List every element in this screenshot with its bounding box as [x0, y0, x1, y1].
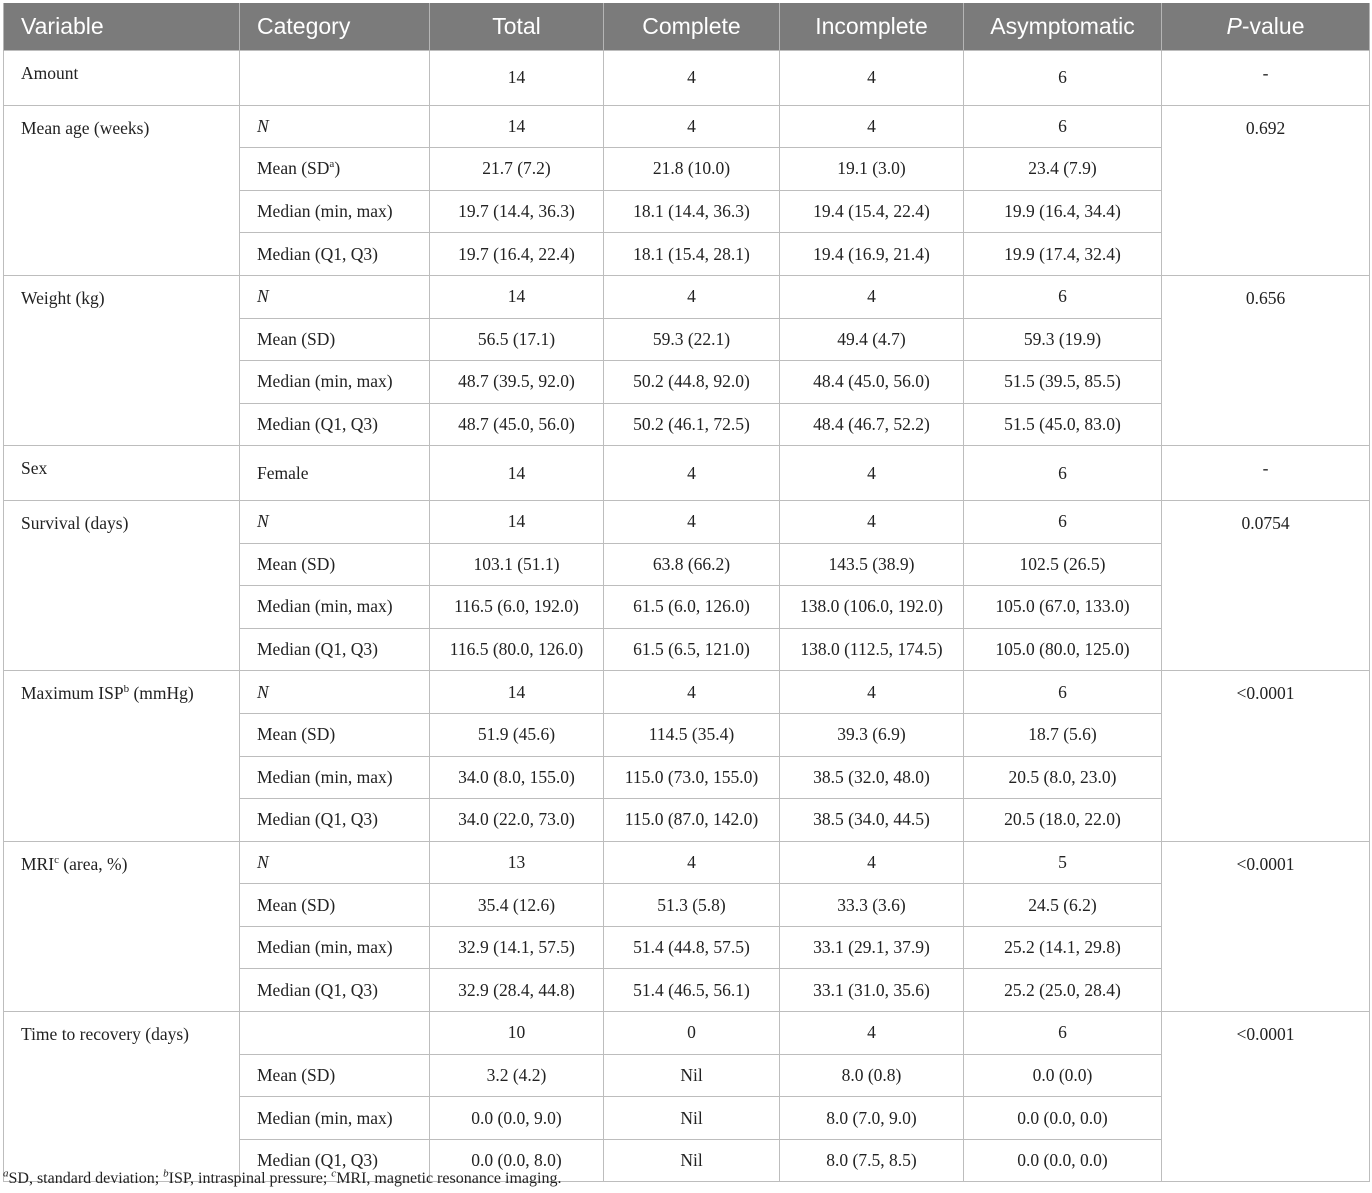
value-cell: 4 — [780, 51, 964, 106]
value-cell: 4 — [780, 275, 964, 318]
value-cell: 138.0 (112.5, 174.5) — [780, 628, 964, 671]
value-cell: 34.0 (8.0, 155.0) — [430, 756, 604, 799]
category-cell: Median (min, max) — [240, 756, 430, 799]
value-cell: 63.8 (66.2) — [604, 543, 780, 586]
value-cell: 19.4 (16.9, 21.4) — [780, 233, 964, 276]
value-cell: 61.5 (6.0, 126.0) — [604, 586, 780, 629]
category-cell: Median (Q1, Q3) — [240, 628, 430, 671]
value-cell: 48.7 (45.0, 56.0) — [430, 403, 604, 446]
value-cell: 33.1 (31.0, 35.6) — [780, 969, 964, 1012]
value-cell: 138.0 (106.0, 192.0) — [780, 586, 964, 629]
value-cell: 19.7 (16.4, 22.4) — [430, 233, 604, 276]
table-footnote — [3, 1167, 562, 1188]
value-cell: 20.5 (8.0, 23.0) — [964, 756, 1162, 799]
value-cell: 6 — [964, 1012, 1162, 1055]
value-cell: 14 — [430, 500, 604, 543]
value-cell: 38.5 (34.0, 44.5) — [780, 799, 964, 842]
value-cell: 114.5 (35.4) — [604, 713, 780, 756]
value-cell: 14 — [430, 275, 604, 318]
variable-cell: Maximum ISP$^b$ (mmHg) — [4, 671, 240, 841]
value-cell: 18.1 (14.4, 36.3) — [604, 190, 780, 233]
category-cell: Median (min, max) — [240, 586, 430, 629]
footnote-marker: c — [331, 1167, 337, 1180]
value-cell: 21.7 (7.2) — [430, 148, 604, 191]
header-total: Total — [430, 3, 604, 51]
value-cell: 10 — [430, 1012, 604, 1055]
variable-cell: Time to recovery (days) — [4, 1012, 240, 1182]
value-cell: 4 — [780, 446, 964, 501]
value-cell: 105.0 (80.0, 125.0) — [964, 628, 1162, 671]
value-cell: 6 — [964, 105, 1162, 148]
value-cell: 51.5 (45.0, 83.0) — [964, 403, 1162, 446]
table-row — [4, 841, 1370, 884]
value-cell: 6 — [964, 500, 1162, 543]
value-cell: 4 — [604, 51, 780, 106]
category-cell: Mean (SD) — [240, 543, 430, 586]
value-cell: 14 — [430, 105, 604, 148]
category-cell: Mean $(SD^a)$ — [240, 148, 430, 191]
value-cell: 34.0 (22.0, 73.0) — [430, 799, 604, 842]
category-cell: N — [240, 671, 430, 714]
category-cell: Mean (SD) — [240, 318, 430, 361]
value-cell: 8.0 (0.8) — [780, 1054, 964, 1097]
table-body — [4, 51, 1370, 1182]
value-cell: 24.5 (6.2) — [964, 884, 1162, 927]
value-cell: 6 — [964, 446, 1162, 501]
table-row — [4, 500, 1370, 543]
value-cell: 143.5 (38.9) — [780, 543, 964, 586]
category-cell: Median (min, max) — [240, 926, 430, 969]
p-value-cell: - — [1162, 446, 1370, 501]
value-cell: 23.4 (7.9) — [964, 148, 1162, 191]
value-cell: 102.5 (26.5) — [964, 543, 1162, 586]
value-cell: 4 — [604, 671, 780, 714]
value-cell: 48.4 (46.7, 52.2) — [780, 403, 964, 446]
value-cell: 4 — [780, 671, 964, 714]
value-cell: 13 — [430, 841, 604, 884]
table-row — [4, 446, 1370, 501]
header-variable: Variable — [4, 3, 240, 51]
value-cell: 4 — [780, 841, 964, 884]
category-cell: Median (Q1, Q3) — [240, 1139, 430, 1182]
value-cell: 51.3 (5.8) — [604, 884, 780, 927]
footnote-marker: b — [163, 1167, 169, 1180]
value-cell: 14 — [430, 446, 604, 501]
footnote-marker: a — [3, 1167, 9, 1180]
value-cell: 39.3 (6.9) — [780, 713, 964, 756]
table-row — [4, 275, 1370, 318]
value-cell: 8.0 (7.5, 8.5) — [780, 1139, 964, 1182]
value-cell: 6 — [964, 275, 1162, 318]
value-cell: 4 — [780, 105, 964, 148]
category-cell: Median (Q1, Q3) — [240, 799, 430, 842]
value-cell: 25.2 (14.1, 29.8) — [964, 926, 1162, 969]
value-cell: 6 — [964, 671, 1162, 714]
value-cell: 0 — [604, 1012, 780, 1055]
header-asymptomatic: Asymptomatic — [964, 3, 1162, 51]
value-cell: 35.4 (12.6) — [430, 884, 604, 927]
value-cell: 4 — [780, 1012, 964, 1055]
value-cell: 48.4 (45.0, 56.0) — [780, 361, 964, 404]
value-cell: 59.3 (22.1) — [604, 318, 780, 361]
category-cell: N — [240, 841, 430, 884]
p-value-cell: 0.0754 — [1162, 500, 1370, 670]
p-value-label: P — [1226, 13, 1242, 39]
value-cell: 4 — [604, 446, 780, 501]
value-cell: 18.1 (15.4, 28.1) — [604, 233, 780, 276]
variable-cell: Mean age (weeks) — [4, 105, 240, 275]
value-cell: 50.2 (46.1, 72.5) — [604, 403, 780, 446]
value-cell: 14 — [430, 51, 604, 106]
value-cell: 3.2 (4.2) — [430, 1054, 604, 1097]
value-cell: Nil — [604, 1054, 780, 1097]
value-cell: 18.7 (5.6) — [964, 713, 1162, 756]
value-cell: 21.8 (10.0) — [604, 148, 780, 191]
value-cell: 0.0 (0.0, 0.0) — [964, 1139, 1162, 1182]
value-cell: 105.0 (67.0, 133.0) — [964, 586, 1162, 629]
value-cell: 0.0 (0.0, 0.0) — [964, 1097, 1162, 1140]
variable-cell: Sex — [4, 446, 240, 501]
value-cell: 32.9 (28.4, 44.8) — [430, 969, 604, 1012]
table-row — [4, 51, 1370, 106]
value-cell: 103.1 (51.1) — [430, 543, 604, 586]
value-cell: 4 — [604, 500, 780, 543]
category-cell: Median (Q1, Q3) — [240, 233, 430, 276]
category-cell: Mean (SD) — [240, 1054, 430, 1097]
value-cell: Nil — [604, 1139, 780, 1182]
data-table — [3, 3, 1370, 1182]
table-row — [4, 105, 1370, 148]
p-value-cell: 0.656 — [1162, 275, 1370, 445]
category-cell: Median (Q1, Q3) — [240, 969, 430, 1012]
category-cell: N — [240, 500, 430, 543]
table-row — [4, 671, 1370, 714]
value-cell: 38.5 (32.0, 48.0) — [780, 756, 964, 799]
footnote-text: SD, standard deviation; — [8, 1170, 164, 1187]
value-cell: 116.5 (6.0, 192.0) — [430, 586, 604, 629]
value-cell: 4 — [780, 500, 964, 543]
value-cell: 8.0 (7.0, 9.0) — [780, 1097, 964, 1140]
value-cell: 49.4 (4.7) — [780, 318, 964, 361]
table-row — [4, 1012, 1370, 1055]
value-cell: 25.2 (25.0, 28.4) — [964, 969, 1162, 1012]
value-cell: 56.5 (17.1) — [430, 318, 604, 361]
value-cell: 59.3 (19.9) — [964, 318, 1162, 361]
value-cell: 51.5 (39.5, 85.5) — [964, 361, 1162, 404]
header-incomplete: Incomplete — [780, 3, 964, 51]
header-complete: Complete — [604, 3, 780, 51]
value-cell: 0.0 (0.0, 8.0) — [430, 1139, 604, 1182]
value-cell: 51.9 (45.6) — [430, 713, 604, 756]
value-cell: 19.7 (14.4, 36.3) — [430, 190, 604, 233]
value-cell: 33.3 (3.6) — [780, 884, 964, 927]
value-cell: 116.5 (80.0, 126.0) — [430, 628, 604, 671]
value-cell: 0.0 (0.0, 9.0) — [430, 1097, 604, 1140]
footnote-text: MRI, magnetic resonance imaging. — [336, 1170, 562, 1187]
value-cell: 5 — [964, 841, 1162, 884]
value-cell: 48.7 (39.5, 92.0) — [430, 361, 604, 404]
p-value-cell: <0.0001 — [1162, 841, 1370, 1011]
value-cell: 4 — [604, 105, 780, 148]
value-cell: Nil — [604, 1097, 780, 1140]
value-cell: 51.4 (46.5, 56.1) — [604, 969, 780, 1012]
variable-cell: Amount — [4, 51, 240, 106]
p-value-cell: <0.0001 — [1162, 671, 1370, 841]
header-p-value: P-value — [1162, 3, 1370, 51]
category-cell: Mean (SD) — [240, 713, 430, 756]
value-cell: 6 — [964, 51, 1162, 106]
header-row — [4, 3, 1370, 51]
value-cell: 115.0 (73.0, 155.0) — [604, 756, 780, 799]
value-cell: 19.9 (17.4, 32.4) — [964, 233, 1162, 276]
value-cell: 32.9 (14.1, 57.5) — [430, 926, 604, 969]
value-cell: 115.0 (87.0, 142.0) — [604, 799, 780, 842]
category-cell — [240, 51, 430, 106]
value-cell: 51.4 (44.8, 57.5) — [604, 926, 780, 969]
p-value-cell: - — [1162, 51, 1370, 106]
category-cell: Median (min, max) — [240, 190, 430, 233]
value-cell: 33.1 (29.1, 37.9) — [780, 926, 964, 969]
value-cell: 4 — [604, 841, 780, 884]
value-cell: 19.1 (3.0) — [780, 148, 964, 191]
category-cell: Median (min, max) — [240, 361, 430, 404]
value-cell: 0.0 (0.0) — [964, 1054, 1162, 1097]
header-category: Category — [240, 3, 430, 51]
value-cell: 14 — [430, 671, 604, 714]
variable-cell: Weight (kg) — [4, 275, 240, 445]
p-value-cell: 0.692 — [1162, 105, 1370, 275]
value-cell: 19.4 (15.4, 22.4) — [780, 190, 964, 233]
footnote-text: ISP, intraspinal pressure; — [168, 1170, 332, 1187]
category-cell — [240, 1012, 430, 1055]
table-container — [3, 3, 1369, 1182]
category-cell: Mean (SD) — [240, 884, 430, 927]
value-cell: 19.9 (16.4, 34.4) — [964, 190, 1162, 233]
p-value-cell: <0.0001 — [1162, 1012, 1370, 1182]
category-cell: Median (Q1, Q3) — [240, 403, 430, 446]
variable-cell: MRI$^c$ (area, %) — [4, 841, 240, 1011]
category-cell: N — [240, 275, 430, 318]
value-cell: 61.5 (6.5, 121.0) — [604, 628, 780, 671]
category-cell: Median (min, max) — [240, 1097, 430, 1140]
category-cell: N — [240, 105, 430, 148]
value-cell: 4 — [604, 275, 780, 318]
value-cell: 50.2 (44.8, 92.0) — [604, 361, 780, 404]
value-cell: 20.5 (18.0, 22.0) — [964, 799, 1162, 842]
variable-cell: Survival (days) — [4, 500, 240, 670]
category-cell: Female — [240, 446, 430, 501]
